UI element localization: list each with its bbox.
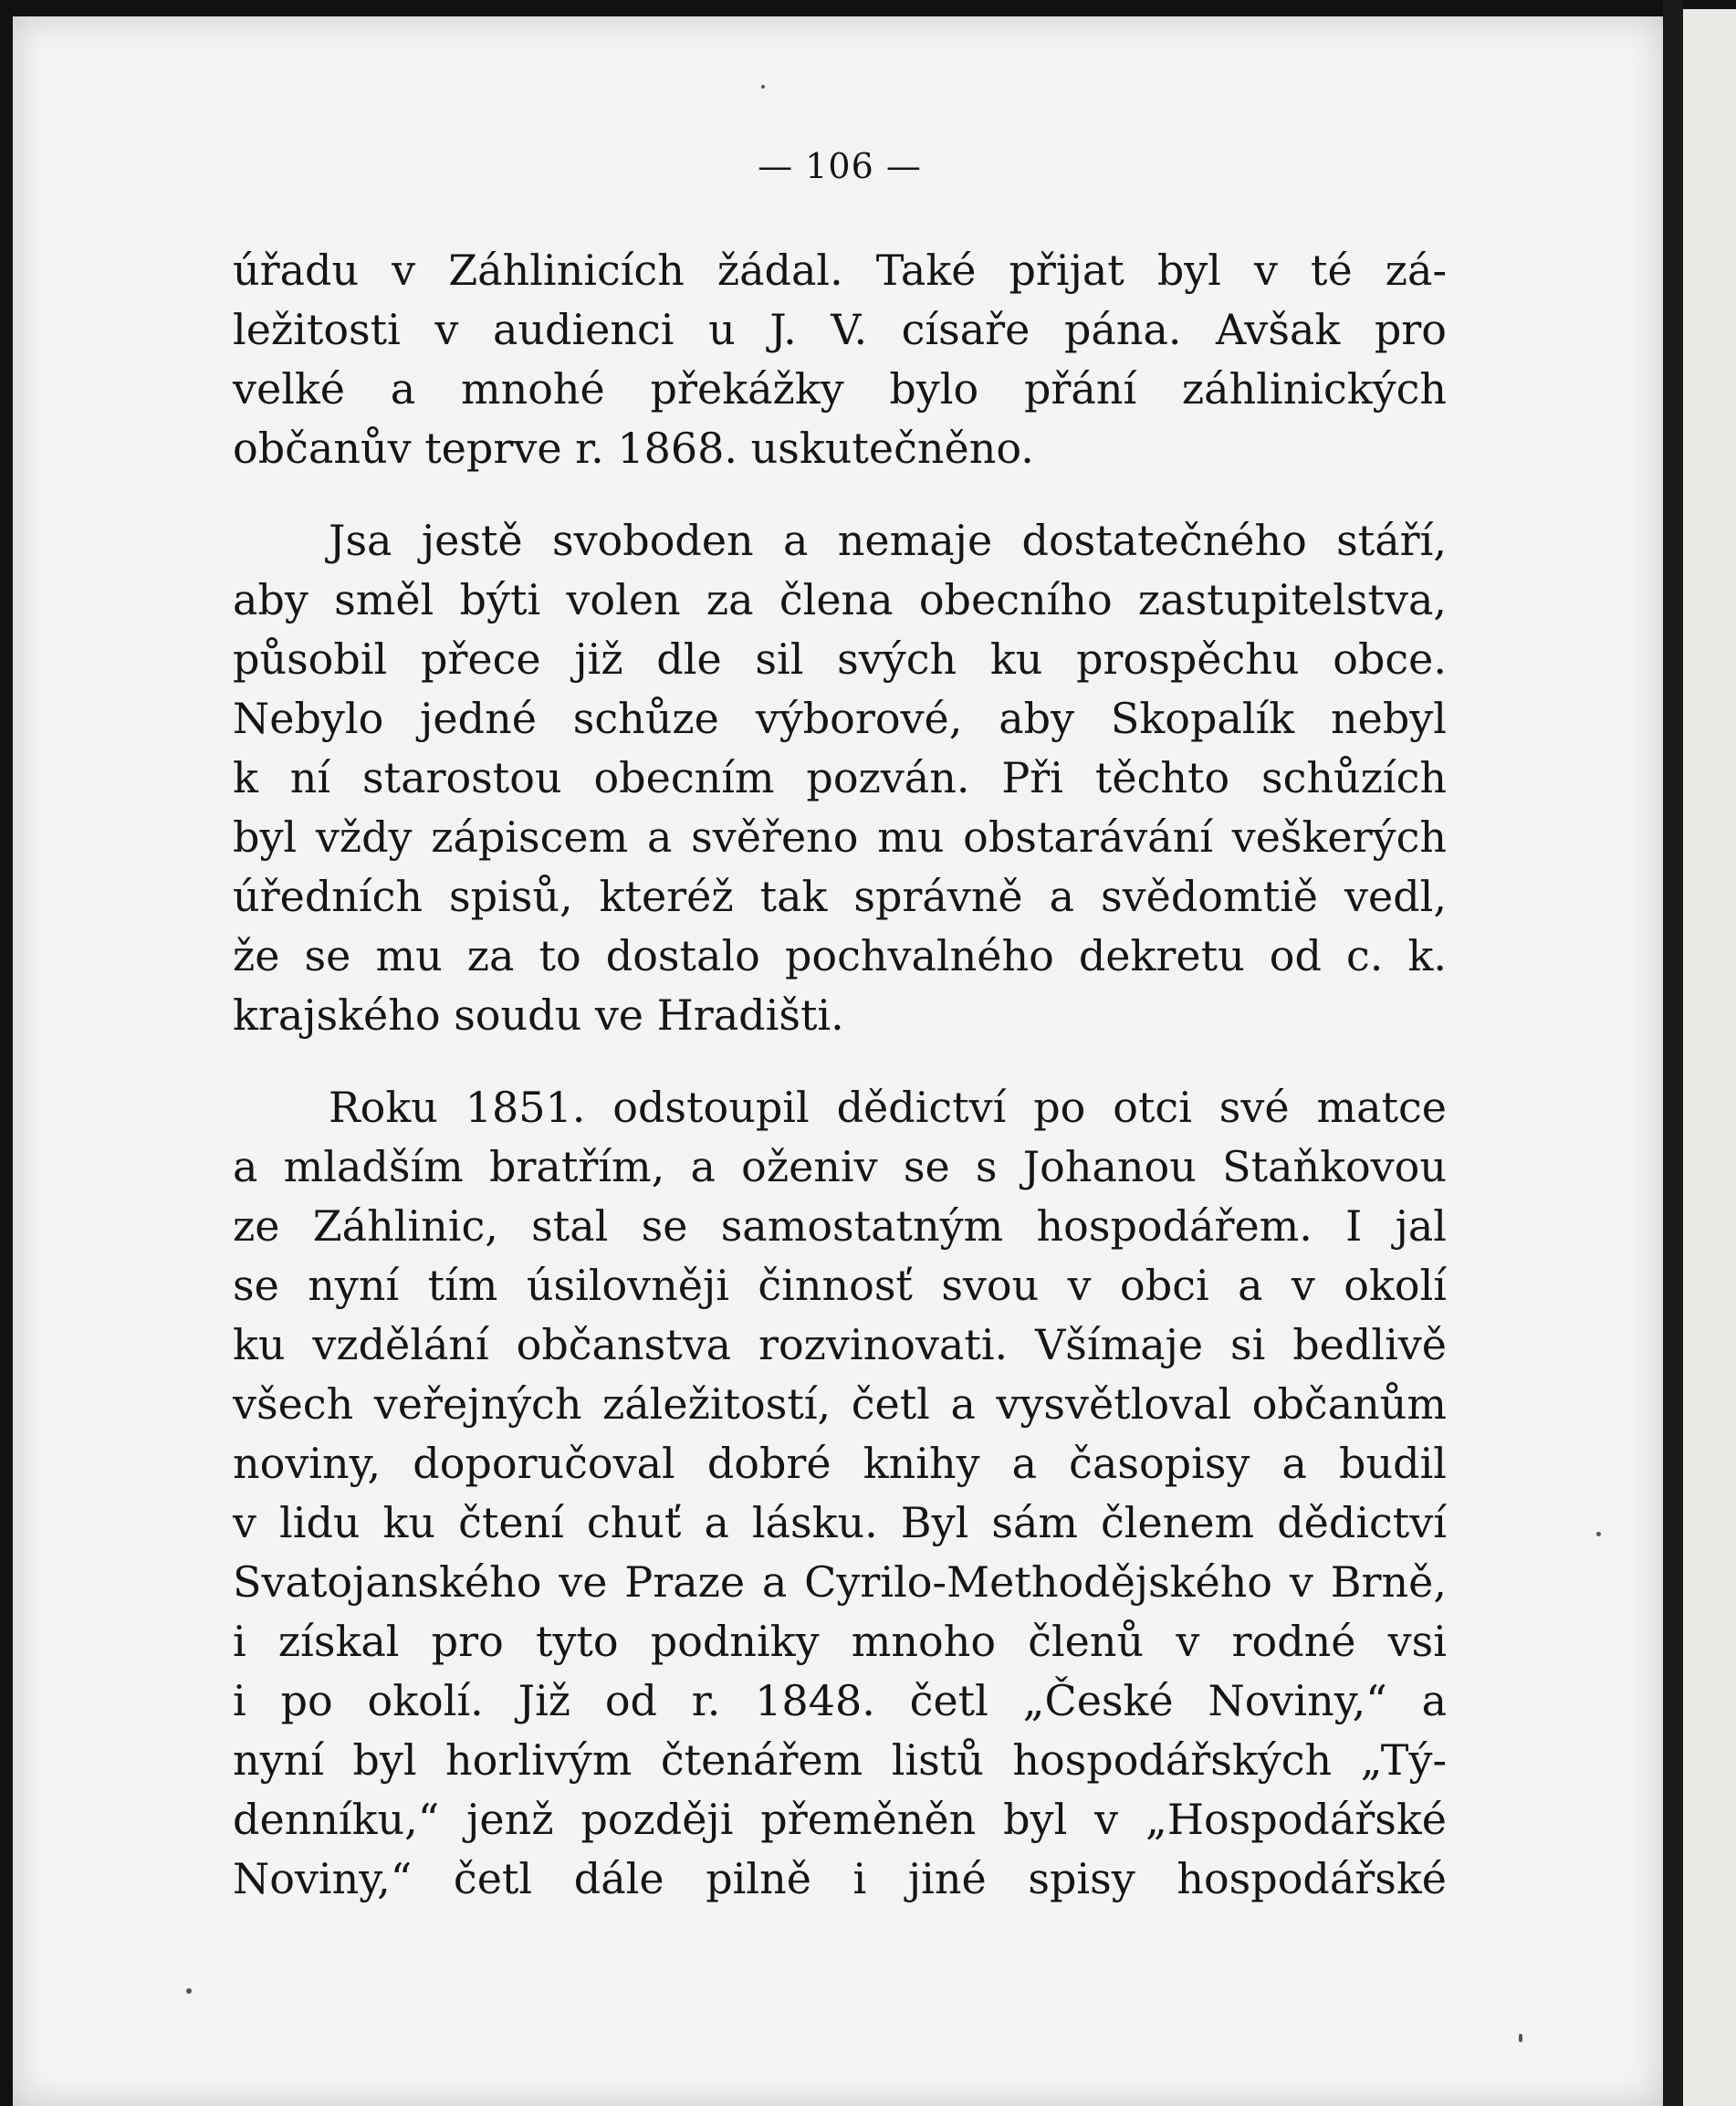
paragraph-1 <box>233 241 1447 478</box>
text-line: k ní starostou obecním pozván. Při těchto schůzích <box>233 753 1447 802</box>
text-line: všech veřejných záležitostí, četl a vysvětloval občanům <box>233 1379 1447 1429</box>
text-line: v lidu ku čtení chuť a lásku. Byl sám členem dědictví <box>233 1498 1447 1547</box>
text-line: Nebylo jedné schůze výborové, aby Skopalík nebyl <box>233 694 1447 743</box>
text-line: působil přece již dle sil svých ku prospěchu obce. <box>233 634 1447 684</box>
text-line: i získal pro tyto podniky mnoho členů v rodné vsi <box>233 1617 1447 1666</box>
text-line: se nyní tím úsilovněji činnosť svou v obci a v okolí <box>233 1261 1447 1310</box>
adjacent-page-edge <box>1683 9 1736 2106</box>
text-line: nyní byl horlivým čtenářem listů hospodářských „Tý- <box>233 1735 1447 1785</box>
text-line: úředních spisů, kteréž tak správně a svědomtiě vedl, <box>233 872 1447 921</box>
text-line: občanův teprve r. 1868. uskutečněno. <box>233 424 1034 473</box>
text-line: a mladším bratřím, a oženiv se s Johanou Staňkovou <box>233 1142 1447 1191</box>
paper-speck <box>1519 2034 1522 2042</box>
text-line: krajského soudu ve Hradišti. <box>233 990 844 1040</box>
text-line: úřadu v Záhlinicích žádal. Také přijat byl v té zá- <box>233 246 1447 295</box>
page-gutter-edge <box>1663 0 1683 2106</box>
text-line: i po okolí. Již od r. 1848. četl „České Noviny,“ a <box>233 1676 1447 1725</box>
text-line: velké a mnohé překážky bylo přání záhlinických <box>233 364 1447 414</box>
paragraph-3 <box>233 1078 1447 1909</box>
text-line: že se mu za to dostalo pochvalného dekretu od c. k. <box>233 931 1447 980</box>
text-line: Roku 1851. odstoupil dědictví po otci své matce <box>329 1083 1447 1132</box>
paper-speck <box>761 85 765 89</box>
page-number: — 106 — <box>758 146 922 186</box>
paper-speck <box>1596 1532 1601 1536</box>
paper-speck <box>186 1988 192 1994</box>
text-line: Jsa jestě svoboden a nemaje dostatečného stáří, <box>329 516 1447 565</box>
page-text <box>233 137 1447 1909</box>
text-line: noviny, doporučoval dobré knihy a časopisy a budil <box>233 1439 1447 1488</box>
text-line: ku vzdělání občanstva rozvinovati. Všímaje si bedlivě <box>233 1320 1447 1369</box>
text-line: Svatojanského ve Praze a Cyrilo-Methodějského v Brně, <box>233 1557 1447 1607</box>
text-line: aby směl býti volen za člena obecního zastupitelstva, <box>233 575 1447 624</box>
text-line: ze Záhlinic, stal se samostatným hospodářem. I jal <box>233 1201 1447 1251</box>
text-line: Noviny,“ četl dále pilně i jiné spisy hospodářské <box>233 1854 1447 1903</box>
text-line: denníku,“ jenž později přeměněn byl v „Hospodářské <box>233 1795 1447 1844</box>
text-line: byl vždy zápiscem a svěřeno mu obstarávání veškerých <box>233 812 1447 862</box>
paragraph-2 <box>233 511 1447 1045</box>
text-line: ležitosti v audienci u J. V. císaře pána. Avšak pro <box>233 305 1447 354</box>
